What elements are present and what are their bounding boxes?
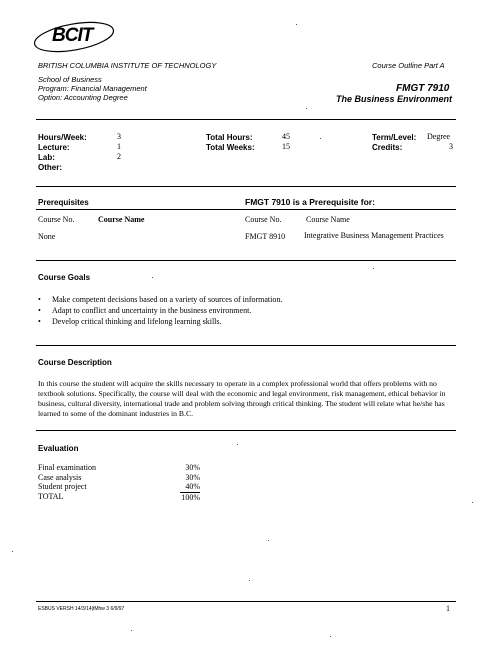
- prerequisite-none: None: [38, 232, 56, 241]
- hours-divider: [36, 186, 456, 187]
- scan-speck: [320, 138, 321, 139]
- course-title: The Business Environment: [336, 94, 453, 104]
- right-col-no-header: Course No.: [245, 215, 282, 224]
- scan-speck: [268, 540, 269, 541]
- scan-speck: [249, 580, 250, 581]
- hours-week-label: Hours/Week:: [38, 133, 87, 142]
- document-type: Course Outline Part A: [372, 61, 445, 70]
- scan-speck: [12, 551, 13, 552]
- scan-speck: [472, 502, 473, 503]
- goal-item: • Adapt to conflict and uncertainty in the business environment.: [38, 305, 448, 316]
- term-level-label: Term/Level:: [372, 133, 417, 142]
- scan-speck: [373, 268, 374, 269]
- eval-label: Case analysis: [38, 472, 82, 482]
- other-label: Other:: [38, 163, 62, 172]
- goal-item: • Make competent decisions based on a variety of sources of information.: [38, 294, 448, 305]
- description-divider: [36, 430, 456, 431]
- institute-name: BRITISH COLUMBIA INSTITUTE OF TECHNOLOGY: [38, 61, 217, 70]
- total-weeks-label: Total Weeks:: [206, 143, 255, 152]
- scan-speck: [131, 630, 132, 631]
- hours-week-value: 3: [117, 132, 121, 141]
- eval-value: 30%: [185, 463, 200, 472]
- total-hours-value: 45: [282, 132, 290, 141]
- eval-value: 100%: [181, 492, 200, 502]
- lecture-label: Lecture:: [38, 143, 70, 152]
- left-col-name-header: Course Name: [98, 215, 145, 224]
- scan-speck: [237, 444, 238, 445]
- eval-value: 40%: [180, 482, 200, 492]
- goal-item: • Develop critical thinking and lifelong learning skills.: [38, 316, 448, 327]
- lab-value: 2: [117, 152, 121, 161]
- evaluation-title: Evaluation: [38, 444, 79, 453]
- option-name: Option: Accounting Degree: [38, 93, 128, 102]
- table-row: [38, 473, 200, 483]
- table-row: [38, 492, 200, 502]
- school-name: School of Business: [38, 75, 102, 84]
- footer-divider: [36, 601, 456, 602]
- eval-label: Student project: [38, 482, 87, 492]
- course-code: FMGT 7910: [396, 83, 450, 94]
- credits-value: 3: [449, 142, 453, 151]
- scan-speck: [306, 108, 307, 109]
- scan-speck: [296, 24, 297, 25]
- course-description-title: Course Description: [38, 358, 112, 367]
- goals-divider: [36, 345, 456, 346]
- right-col-name-header: Course Name: [306, 215, 350, 224]
- total-hours-label: Total Hours:: [206, 133, 253, 142]
- prerequisites-title: Prerequisites: [38, 198, 89, 207]
- footer-file-reference: ESBUS VERSH 14/3/14|tMhw 3 6/9/97: [38, 606, 125, 612]
- prereq-divider: [36, 209, 456, 210]
- course-description-text: In this course the student will acquire the skills necessary to operate in a complex professional world that offers problems with no textbook solutions. Specifically, the course will deal with the economic and legal environment, risk management, ethical behavior in business, cultural diversity, international trade and problem solving through critical thinking. The student will relate what he/she has learned to some of the dominant industries in B.C.: [38, 379, 446, 418]
- header-divider: [36, 119, 456, 120]
- right-course-name: Integrative Business Management Practices: [304, 231, 444, 240]
- eval-label: Final examination: [38, 463, 96, 472]
- prerequisite-for-title: FMGT 7910 is a Prerequisite for:: [245, 197, 375, 207]
- bcit-logo: [30, 20, 116, 54]
- eval-label: TOTAL: [38, 492, 64, 502]
- scan-speck: [152, 277, 153, 278]
- total-weeks-value: 15: [282, 142, 290, 151]
- left-col-no-header: Course No.: [38, 215, 75, 224]
- right-course-no: FMGT 8910: [245, 232, 286, 241]
- credits-label: Credits:: [372, 143, 403, 152]
- table-row: [38, 463, 200, 473]
- course-goals-list: [38, 294, 448, 327]
- lab-label: Lab:: [38, 153, 55, 162]
- term-level-value: Degree: [427, 132, 451, 141]
- scan-speck: [330, 636, 331, 637]
- prereq-bottom-divider: [36, 260, 456, 261]
- logo-text: BCIT: [52, 25, 93, 46]
- evaluation-table: [38, 463, 200, 502]
- course-goals-title: Course Goals: [38, 273, 91, 282]
- page-number: 1: [446, 604, 450, 613]
- eval-value: 30%: [185, 472, 200, 482]
- lecture-value: 1: [117, 142, 121, 151]
- table-row: [38, 482, 200, 492]
- program-name: Program: Financial Management: [38, 84, 147, 93]
